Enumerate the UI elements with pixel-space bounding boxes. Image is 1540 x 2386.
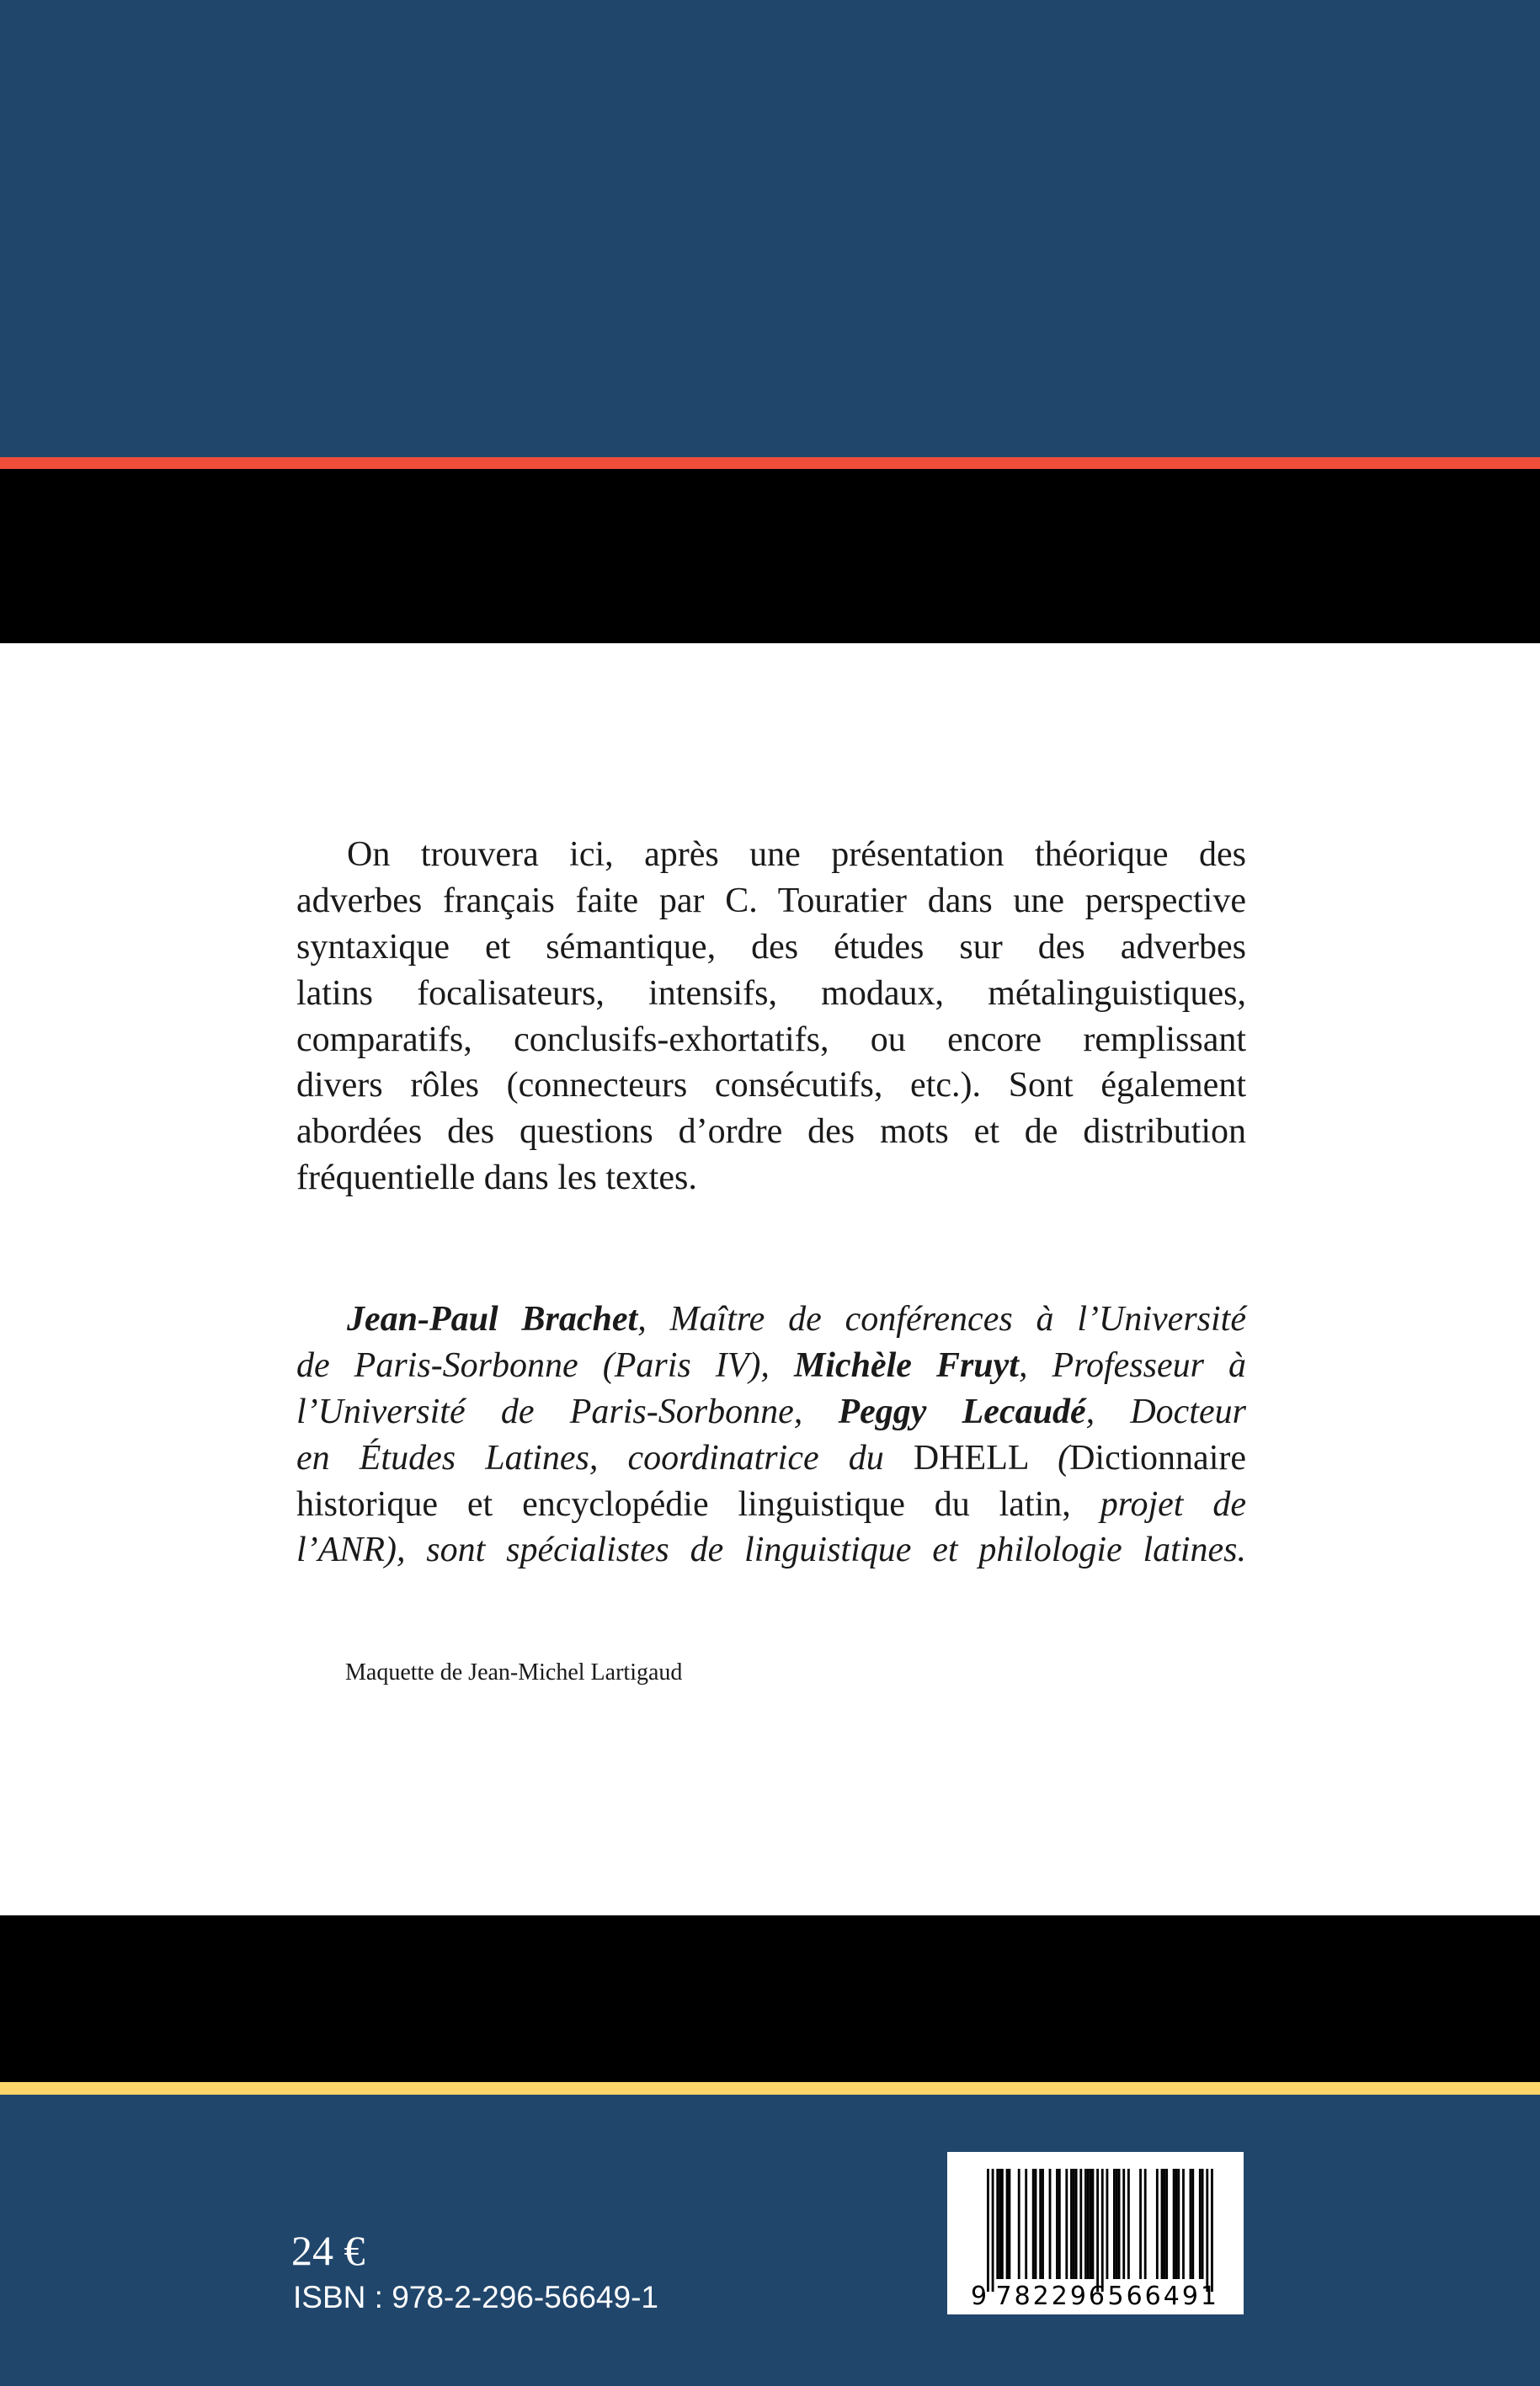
text-run: abordées des questions d’ordre des mots et de distribution <box>296 1112 1246 1152</box>
bio-line <box>296 1435 1246 1482</box>
text-run: de Paris-Sorbonne (Paris IV), <box>296 1345 794 1385</box>
summary-line <box>296 878 1246 924</box>
summary-line <box>296 1017 1246 1063</box>
text-run: projet de <box>1100 1484 1246 1524</box>
text-run: ( <box>1058 1438 1070 1478</box>
bio-line <box>296 1482 1246 1528</box>
text-run: On trouvera ici, après une présentation théorique des <box>347 835 1246 874</box>
price-label: 24 € <box>291 2227 365 2274</box>
summary-line <box>296 1109 1246 1155</box>
bio-line <box>296 1297 1246 1343</box>
author-name: Michèle Fruyt <box>793 1345 1019 1385</box>
text-run: adverbes français faite par C. Touratier dans une perspective <box>296 881 1246 920</box>
bottom-black-band <box>0 1915 1540 2082</box>
text-run: historique et encyclopédie linguistique du latin, <box>296 1484 1100 1524</box>
barcode-digits: 566491 <box>1107 2282 1220 2311</box>
summary-line <box>296 1063 1246 1109</box>
text-run: Dictionnaire <box>1069 1438 1246 1478</box>
text-run: , Professeur à <box>1018 1345 1246 1385</box>
text-run: syntaxique et sémantique, des études sur des adverbes <box>296 927 1246 967</box>
text-run: l’ANR), sont spécialistes de linguistique et philologie latines. <box>296 1531 1246 1570</box>
top-blue-band <box>0 0 1540 457</box>
bottom-blue-band <box>0 2095 1540 2386</box>
text-run: latins focalisateurs, intensifs, modaux, métalinguistiques, <box>296 973 1246 1013</box>
summary-line <box>296 832 1246 878</box>
bio-line <box>296 1389 1246 1435</box>
red-stripe <box>0 457 1540 469</box>
barcode-digits: 782296 <box>995 2282 1108 2311</box>
summary-line <box>296 924 1246 971</box>
text-run: fréquentielle dans les textes. <box>296 1158 697 1198</box>
summary-line <box>296 1155 1246 1201</box>
text-run: , Maître de conférences à l’Université <box>637 1300 1246 1339</box>
bio-line <box>296 1527 1246 1574</box>
text-run: en Études Latines, coordinatrice du <box>296 1438 914 1478</box>
barcode-icon <box>947 2152 1244 2314</box>
isbn-label: ISBN : 978-2-296-56649-1 <box>293 2280 658 2314</box>
author-name: Jean-Paul Brachet <box>347 1300 638 1339</box>
barcode-digits: 9 <box>971 2282 990 2311</box>
authors-bio-paragraph <box>296 1297 1246 1574</box>
yellow-stripe <box>0 2082 1540 2095</box>
text-run: l’Université de Paris-Sorbonne, <box>296 1392 839 1431</box>
summary-paragraph <box>296 832 1246 1201</box>
top-black-band <box>0 469 1540 643</box>
text-run: DHELL <box>913 1438 1058 1478</box>
text-run: comparatifs, conclusifs-exhortatifs, ou encore remplissant <box>296 1020 1246 1059</box>
bio-line <box>296 1343 1246 1389</box>
design-credit: Maquette de Jean-Michel Lartigaud <box>345 1659 683 1686</box>
summary-line <box>296 971 1246 1017</box>
barcode <box>947 2152 1244 2314</box>
text-run: divers rôles (connecteurs consécutifs, etc.). Sont également <box>296 1066 1246 1105</box>
text-run: , Docteur <box>1085 1392 1246 1431</box>
author-name: Peggy Lecaudé <box>838 1392 1086 1431</box>
